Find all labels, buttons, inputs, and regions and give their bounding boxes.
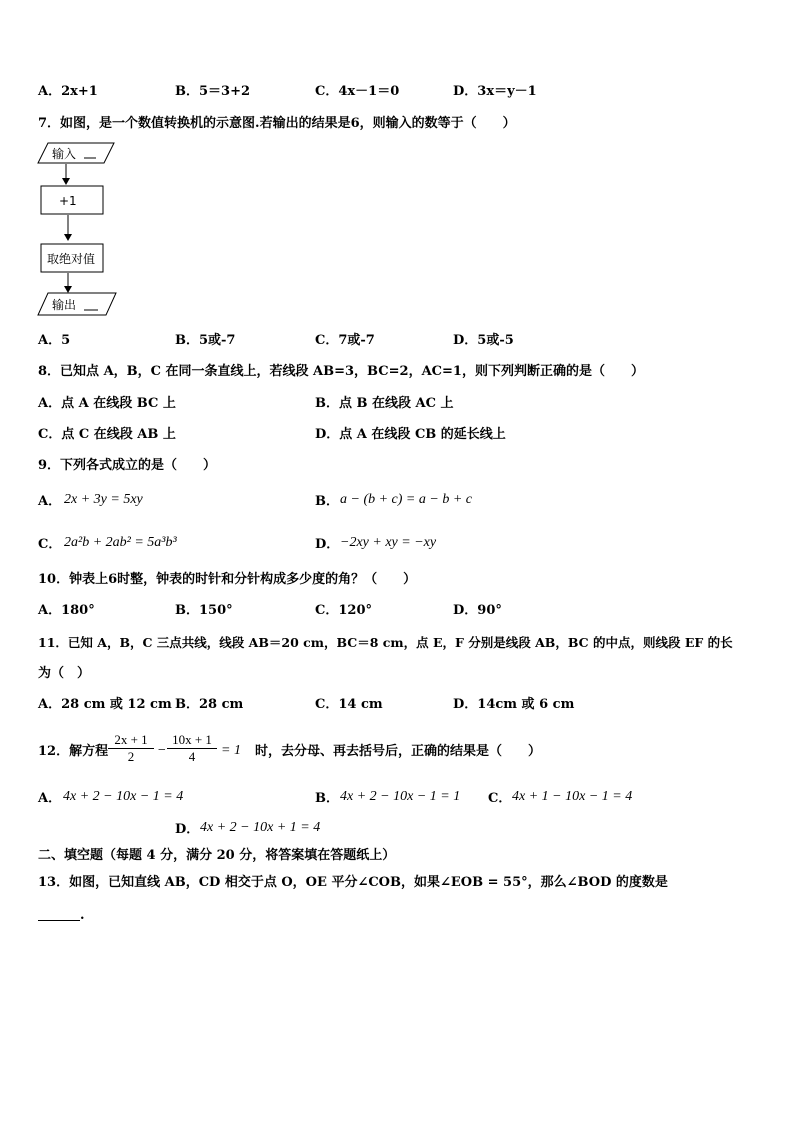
q12-option-c-math: 4x + 1 − 10x − 1 = 4 — [512, 789, 633, 804]
q12-stem-prefix: 12．解方程 — [38, 744, 109, 759]
section-heading-fill-in: 二、填空题（每题 4 分，满分 20 分，将答案填在答题纸上） — [38, 848, 396, 863]
q13-answer-blank[interactable] — [38, 920, 80, 921]
q10-option-a: A．180° — [38, 603, 95, 618]
q6-option-c: C．4x－1＝0 — [315, 84, 400, 99]
output-parallelogram — [38, 293, 116, 315]
q11-stem-line2: 为（ ） — [38, 666, 91, 681]
q9-option-c-math: 2a²b + 2ab² = 5a³b³ — [64, 535, 177, 550]
q10-option-d: D．90° — [453, 603, 502, 618]
q7-option-d: D．5或-5 — [453, 333, 514, 348]
output-label: 输出 — [52, 298, 77, 312]
q9-option-d-math: −2xy + xy = −xy — [340, 535, 437, 550]
q7-option-b: B．5或-7 — [175, 333, 236, 348]
q7-option-a: A．5 — [38, 333, 71, 348]
q12-option-a-math: 4x + 2 − 10x − 1 = 4 — [63, 789, 184, 804]
input-label: 输入 — [52, 147, 77, 161]
q12-stem-suffix: 时，去分母、再去括号后，正确的结果是（ ） — [255, 744, 542, 759]
q11-option-d: D．14cm 或 6 cm — [453, 697, 575, 712]
q11-stem-line1: 11．已知 A，B，C 三点共线，线段 AB＝20 cm，BC＝8 cm，点 E，F 分别是线段 AB，BC 的中点，则线段 EF 的长 — [38, 635, 733, 650]
q7-stem: 7．如图，是一个数值转换机的示意图.若输出的结果是6，则输入的数等于（ ） — [38, 116, 516, 131]
q9-option-b-letter: B． — [315, 494, 339, 509]
q12-frac2-denominator: 4 — [188, 749, 196, 764]
q6-option-b: B．5＝3+2 — [175, 84, 251, 99]
q8-stem: 8．已知点 A，B，C 在同一条直线上，若线段 AB=3，BC=2，AC=1，则下列判断正确的是（ ） — [38, 364, 644, 379]
q10-option-b: B．150° — [175, 603, 233, 618]
q9-option-b-math: a − (b + c) = a − b + c — [340, 492, 472, 507]
q7-flowchart — [36, 138, 126, 326]
q12-option-c-letter: C． — [488, 791, 512, 806]
q6-option-a: A．2x+1 — [38, 84, 98, 99]
q11-option-a: A．28 cm 或 12 cm — [38, 697, 172, 712]
q8-option-c: C．点 C 在线段 AB 上 — [38, 427, 176, 442]
q11-option-b: B．28 cm — [175, 697, 244, 712]
q8-option-d: D．点 A 在线段 CB 的延长线上 — [315, 427, 506, 442]
q12-option-a-letter: A． — [38, 791, 62, 806]
q6-option-d: D．3x＝y－1 — [453, 84, 537, 99]
q12-fraction-1 — [108, 732, 154, 765]
step1-label: +1 — [59, 194, 77, 208]
q13-stem: 13．如图，已知直线 AB，CD 相交于点 O，OE 平分∠COB，如果∠EOB = 55°，那么∠BOD 的度数是 — [38, 875, 668, 890]
q9-option-d-letter: D． — [315, 537, 340, 552]
q9-stem: 9．下列各式成立的是（ ） — [38, 458, 217, 473]
q9-option-a-letter: A． — [38, 494, 62, 509]
q10-option-c: C．120° — [315, 603, 372, 618]
q13-end: . — [80, 908, 85, 923]
q12-frac2-numerator: 10x + 1 — [167, 732, 217, 749]
step2-label: 取绝对值 — [47, 252, 96, 266]
arrow-head-icon — [62, 178, 70, 185]
q8-option-a: A．点 A 在线段 BC 上 — [38, 396, 176, 411]
arrow-head-icon — [64, 286, 72, 293]
q12-option-b-letter: B． — [315, 791, 339, 806]
q10-stem: 10．钟表上6时整，钟表的时针和分针构成多少度的角？（ ） — [38, 572, 417, 587]
q12-frac1-numerator: 2x + 1 — [108, 732, 154, 749]
q12-rhs: = 1 — [221, 743, 241, 758]
q12-option-d-letter: D． — [175, 822, 200, 837]
q12-option-b-math: 4x + 2 − 10x − 1 = 1 — [340, 789, 461, 804]
arrow-head-icon — [64, 234, 72, 241]
q8-option-b: B．点 B 在线段 AC 上 — [315, 396, 454, 411]
q9-option-c-letter: C． — [38, 537, 62, 552]
q12-minus: − — [157, 743, 167, 758]
q12-option-d-math: 4x + 2 − 10x + 1 = 4 — [200, 820, 321, 835]
q12-frac1-denominator: 2 — [127, 749, 135, 764]
q9-option-a-math: 2x + 3y = 5xy — [64, 492, 143, 507]
q7-option-c: C．7或-7 — [315, 333, 375, 348]
q11-option-c: C．14 cm — [315, 697, 383, 712]
q12-fraction-2 — [167, 732, 217, 765]
